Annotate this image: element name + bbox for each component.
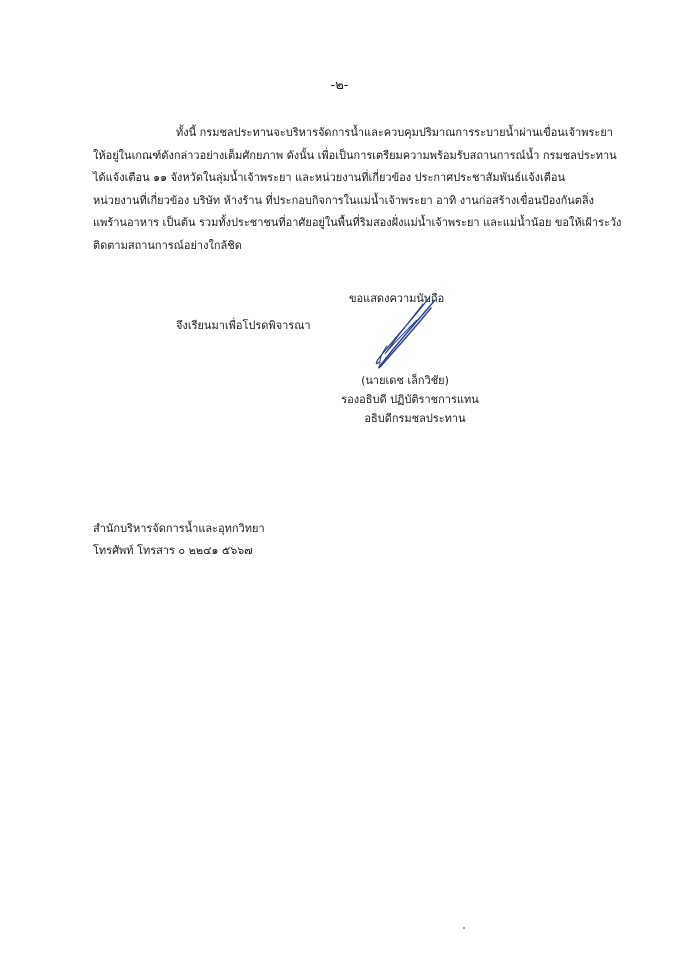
body-line: ให้อยู่ในเกณฑ์ดังกล่าวอย่างเต็มศักยภาพ ดังนั้น เพื่อเป็นการเตรียมความพร้อมรับสถานการณ์น้ำ กรมชลประทาน xyxy=(93,148,617,162)
body-paragraph xyxy=(93,122,622,257)
body-line: แพร้านอาหาร เป็นต้น รวมทั้งประชาชนที่อาศัยอยู่ในพื้นที่ริมสองฝั่งแม่น้ำเจ้าพระยา และแม่น้ำน้อย ขอให้เฝ้าระวัง xyxy=(93,216,622,229)
signer-position: รองอธิบดี ปฏิบัติราชการแทน xyxy=(341,393,479,406)
signer-block xyxy=(300,371,520,428)
page-number: -๒- xyxy=(330,78,349,93)
signer-position-on-behalf: อธิบดีกรมชลประทาน xyxy=(364,412,466,425)
body-line: ติดตามสถานการณ์อย่างใกล้ชิด xyxy=(93,238,242,252)
office-footer xyxy=(93,518,265,562)
signer-name: (นายเดช เล็กวิชัย) xyxy=(361,374,449,387)
body-line: หน่วยงานที่เกี่ยวข้อง บริษัท ห้างร้าน ที่ประกอบกิจการในแม่น้ำเจ้าพระยา อาทิ งานก่อสร้างเขื่อนป้องกันตลิ่ง xyxy=(93,193,595,207)
closing-line: จึงเรียนมาเพื่อโปรดพิจารณา xyxy=(176,319,311,332)
office-name: สำนักบริหารจัดการน้ำและอุทกวิทยา xyxy=(93,522,265,535)
scan-speck xyxy=(463,927,465,929)
office-contact: โทรศัพท์ โทรสาร ๐ ๒๒๔๑ ๕๖๖๗ xyxy=(93,544,253,557)
body-line: ได้แจ้งเตือน ๑๑ จังหวัดในลุ่มน้ำเจ้าพระยา และหน่วยงานที่เกี่ยวข้อง ประกาศประชาสัมพันธ์แจ้งเตือน xyxy=(93,171,566,184)
regards-line: ขอแสดงความนับถือ xyxy=(349,292,445,305)
handwritten-signature xyxy=(365,296,445,376)
body-line: ทั้งนี้ กรมชลประทานจะบริหารจัดการน้ำและควบคุมปริมาณการระบายน้ำผ่านเขื่อนเจ้าพระยา xyxy=(176,126,613,139)
